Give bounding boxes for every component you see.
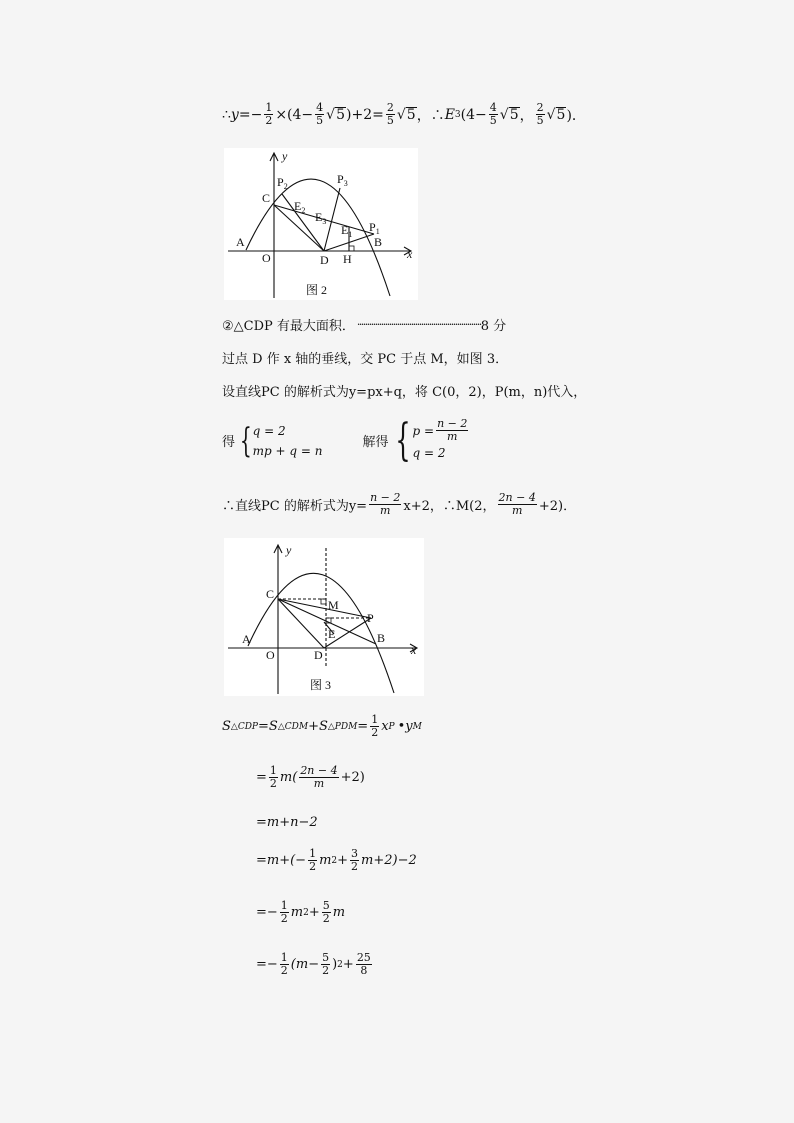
- text-segment: ×(4−: [275, 106, 314, 123]
- text-segment: +: [337, 853, 349, 868]
- label-subscript: 3: [322, 217, 327, 226]
- text-segment: m: [319, 853, 332, 868]
- text-segment: x: [381, 719, 389, 734]
- label-E3: [315, 210, 326, 226]
- denominator: m: [447, 430, 458, 443]
- label-E1: [341, 223, 352, 239]
- text-segment: 过点 D 作 x 轴的垂线，交 PC 于点 M，如图 3．: [222, 352, 509, 367]
- equation: q = 2: [252, 423, 286, 438]
- subscript: 3: [454, 109, 461, 120]
- denominator: 2: [280, 912, 288, 925]
- numerator: 2n − 4: [498, 491, 536, 504]
- label-B: B: [377, 631, 386, 645]
- numerator: 1: [269, 764, 277, 777]
- label-subscript: 2: [283, 182, 288, 191]
- text-segment: +2)．: [538, 499, 577, 514]
- denominator: 2: [280, 964, 288, 977]
- label-A: A: [236, 235, 245, 249]
- fraction: [299, 765, 338, 790]
- label-D: D: [320, 253, 329, 267]
- fraction: [264, 102, 273, 127]
- numerator: 1: [265, 101, 273, 114]
- var-E: E: [444, 106, 455, 123]
- numerator: 25: [356, 951, 371, 964]
- text-segment: m: [290, 905, 304, 920]
- fraction: [536, 102, 545, 127]
- text-segment: 解得: [362, 435, 389, 450]
- text-segment: )．: [566, 107, 586, 124]
- system-2: [389, 414, 471, 466]
- label-A: A: [242, 632, 251, 646]
- left-brace: {: [239, 420, 252, 461]
- fraction: [321, 952, 330, 977]
- segment-P3D: [324, 188, 340, 251]
- numerator: 2: [386, 101, 394, 114]
- equation: q = 2: [412, 446, 446, 460]
- sqrt: √ 5: [546, 106, 566, 123]
- label-D: D: [314, 648, 323, 662]
- text-segment: =−: [238, 106, 263, 123]
- text-segment: m(: [279, 770, 298, 785]
- text-segment: S: [222, 719, 231, 734]
- denominator: 8: [360, 964, 368, 977]
- calc-row-1: [222, 714, 422, 739]
- label-O: O: [266, 648, 275, 662]
- score-label: 8 分: [480, 319, 507, 334]
- label-subscript: 1: [348, 230, 353, 239]
- fraction: [315, 102, 324, 127]
- text-segment: x+2，∴M(2，: [403, 499, 496, 514]
- denominator: m: [511, 504, 523, 517]
- label-H: H: [343, 252, 352, 266]
- text-segment: ，: [519, 107, 534, 124]
- fraction: [308, 848, 317, 873]
- text-segment: +: [308, 905, 320, 920]
- equation-line-6: [222, 492, 576, 517]
- calc-row-6: [256, 952, 374, 977]
- label-P1: [369, 220, 380, 236]
- numerator: 1: [280, 899, 288, 912]
- numerator: n − 2: [370, 491, 401, 504]
- text-segment: +S: [308, 719, 328, 734]
- denominator: 2: [371, 726, 379, 739]
- text-segment: ): [332, 957, 338, 972]
- text-segment: =−: [256, 905, 278, 920]
- radicand: 5: [509, 107, 519, 123]
- figure-2: [224, 148, 418, 300]
- label-text: P: [277, 175, 284, 189]
- label-y: y: [286, 543, 292, 557]
- text-segment: =S: [258, 719, 278, 734]
- denominator: 2: [309, 860, 317, 873]
- radicand: 5: [336, 107, 345, 123]
- numerator: n − 2: [437, 417, 468, 430]
- text-segment: •y: [397, 719, 413, 734]
- text-segment: =m+n−2: [256, 815, 318, 830]
- right-angle-mark: [349, 246, 354, 251]
- text-segment: ，∴: [416, 107, 445, 124]
- sqrt: √ 5: [396, 106, 416, 123]
- label-C: C: [262, 191, 271, 205]
- numerator: 1: [309, 847, 317, 860]
- text-segment: (4−: [460, 106, 487, 123]
- label-C: C: [266, 587, 275, 601]
- numerator: 2: [536, 101, 544, 114]
- numerator: 2n − 4: [300, 764, 338, 777]
- figure-3-diagram: [224, 538, 424, 696]
- label-E2: [294, 199, 305, 215]
- label-E: E: [328, 627, 336, 641]
- left-brace: {: [394, 414, 411, 466]
- fraction: [356, 952, 372, 977]
- label-subscript: 2: [301, 206, 306, 215]
- right-angle-mark: [321, 599, 326, 604]
- numerator: 5: [322, 899, 330, 912]
- radicand: 5: [556, 107, 566, 123]
- label-text: E: [294, 199, 302, 213]
- leader-dots: ······························································: [356, 318, 481, 331]
- text-segment: =m+(−: [256, 853, 307, 868]
- label-M: M: [328, 598, 339, 612]
- subscript: M: [412, 721, 422, 732]
- text-segment: (m−: [290, 957, 320, 972]
- text-segment: ∴直线PC 的解析式为y=: [222, 499, 368, 514]
- fraction: [280, 900, 289, 925]
- label-x: x: [411, 643, 417, 657]
- denominator: 2: [269, 777, 277, 790]
- label-y: y: [282, 149, 288, 163]
- system-1: [235, 421, 322, 461]
- label-text: P: [369, 220, 376, 234]
- fraction: [269, 765, 278, 790]
- numerator: 4: [489, 101, 497, 114]
- figure-3-caption: 图 3: [310, 678, 332, 692]
- text-segment: =: [357, 719, 369, 734]
- numerator: 1: [280, 951, 288, 964]
- superscript: 2: [331, 855, 338, 866]
- system-equations: [253, 421, 323, 461]
- sqrt: √ 5: [326, 106, 345, 123]
- label-text: P: [337, 172, 344, 186]
- label-x: x: [407, 247, 413, 261]
- calc-row-5: [256, 900, 345, 925]
- segment-CD: [278, 599, 324, 648]
- label-P2: [277, 175, 288, 191]
- fraction: [280, 952, 289, 977]
- calc-row-4: [256, 848, 417, 873]
- subscript: △PDM: [327, 721, 358, 732]
- superscript: 2: [337, 959, 343, 970]
- label-subscript: 3: [343, 179, 348, 188]
- label-text: E: [315, 210, 323, 224]
- text-segment: 设直线PC 的解析式为y=px+q，将 C(0，2)，P(m，n)代入，: [222, 385, 587, 400]
- subscript: P: [388, 721, 395, 732]
- denominator: m: [313, 777, 325, 790]
- fraction: [436, 418, 468, 443]
- label-subscript: 1: [375, 227, 380, 236]
- numerator: 3: [351, 847, 359, 860]
- sqrt: √ 5: [499, 106, 519, 123]
- fraction: [350, 848, 359, 873]
- equation: mp + q = n: [252, 443, 323, 458]
- fraction: [498, 492, 537, 517]
- fraction: [322, 900, 331, 925]
- denominator: 2: [322, 912, 330, 925]
- label-B: B: [374, 235, 383, 249]
- numerator: 4: [316, 101, 324, 114]
- figure-3: [224, 538, 424, 696]
- denominator: m: [380, 504, 391, 517]
- fraction: [369, 492, 401, 517]
- text-line-4: [222, 381, 586, 400]
- equation: [413, 418, 471, 443]
- equation-line-1: [222, 102, 586, 127]
- text-line-3: [222, 348, 508, 367]
- equation-systems: [222, 414, 470, 466]
- fraction: [489, 102, 498, 127]
- text-segment: +: [342, 957, 354, 972]
- label-P3: [337, 172, 348, 188]
- var-y: y: [230, 106, 239, 123]
- fraction: [370, 714, 379, 739]
- calc-row-3: [256, 815, 318, 830]
- denominator: 2: [322, 964, 330, 977]
- fraction: [386, 102, 395, 127]
- text-segment: p =: [412, 423, 435, 438]
- denominator: 2: [265, 114, 273, 127]
- superscript: 2: [303, 907, 309, 918]
- text-segment: m+2)−2: [361, 853, 417, 868]
- segment-CB: [278, 599, 376, 644]
- label-P: P: [367, 611, 374, 625]
- therefore-symbol: ∴: [222, 106, 231, 123]
- text-segment: m: [332, 905, 346, 920]
- numerator: 5: [322, 951, 330, 964]
- denominator: 2: [351, 860, 359, 873]
- text-segment: =−: [256, 957, 278, 972]
- heading-max-area: ②△CDP 有最大面积．: [222, 319, 355, 334]
- subscript: △CDP: [230, 721, 258, 732]
- text-segment: =: [256, 770, 267, 785]
- calc-row-2: [256, 765, 365, 790]
- label-text: E: [341, 223, 349, 237]
- figure-2-caption: 图 2: [306, 283, 328, 297]
- system-equations: [413, 418, 471, 463]
- label-O: O: [262, 251, 271, 265]
- denominator: 5: [536, 114, 544, 127]
- text-segment: 得: [222, 435, 236, 450]
- text-segment: +2): [340, 770, 365, 785]
- figure-2-diagram: [224, 148, 418, 300]
- text-segment: )+2=: [346, 106, 384, 123]
- denominator: 5: [316, 114, 324, 127]
- text-line-2: [222, 315, 506, 334]
- denominator: 5: [489, 114, 497, 127]
- numerator: 1: [371, 713, 379, 726]
- denominator: 5: [386, 114, 394, 127]
- subscript: △CDM: [277, 721, 309, 732]
- radicand: 5: [406, 107, 416, 123]
